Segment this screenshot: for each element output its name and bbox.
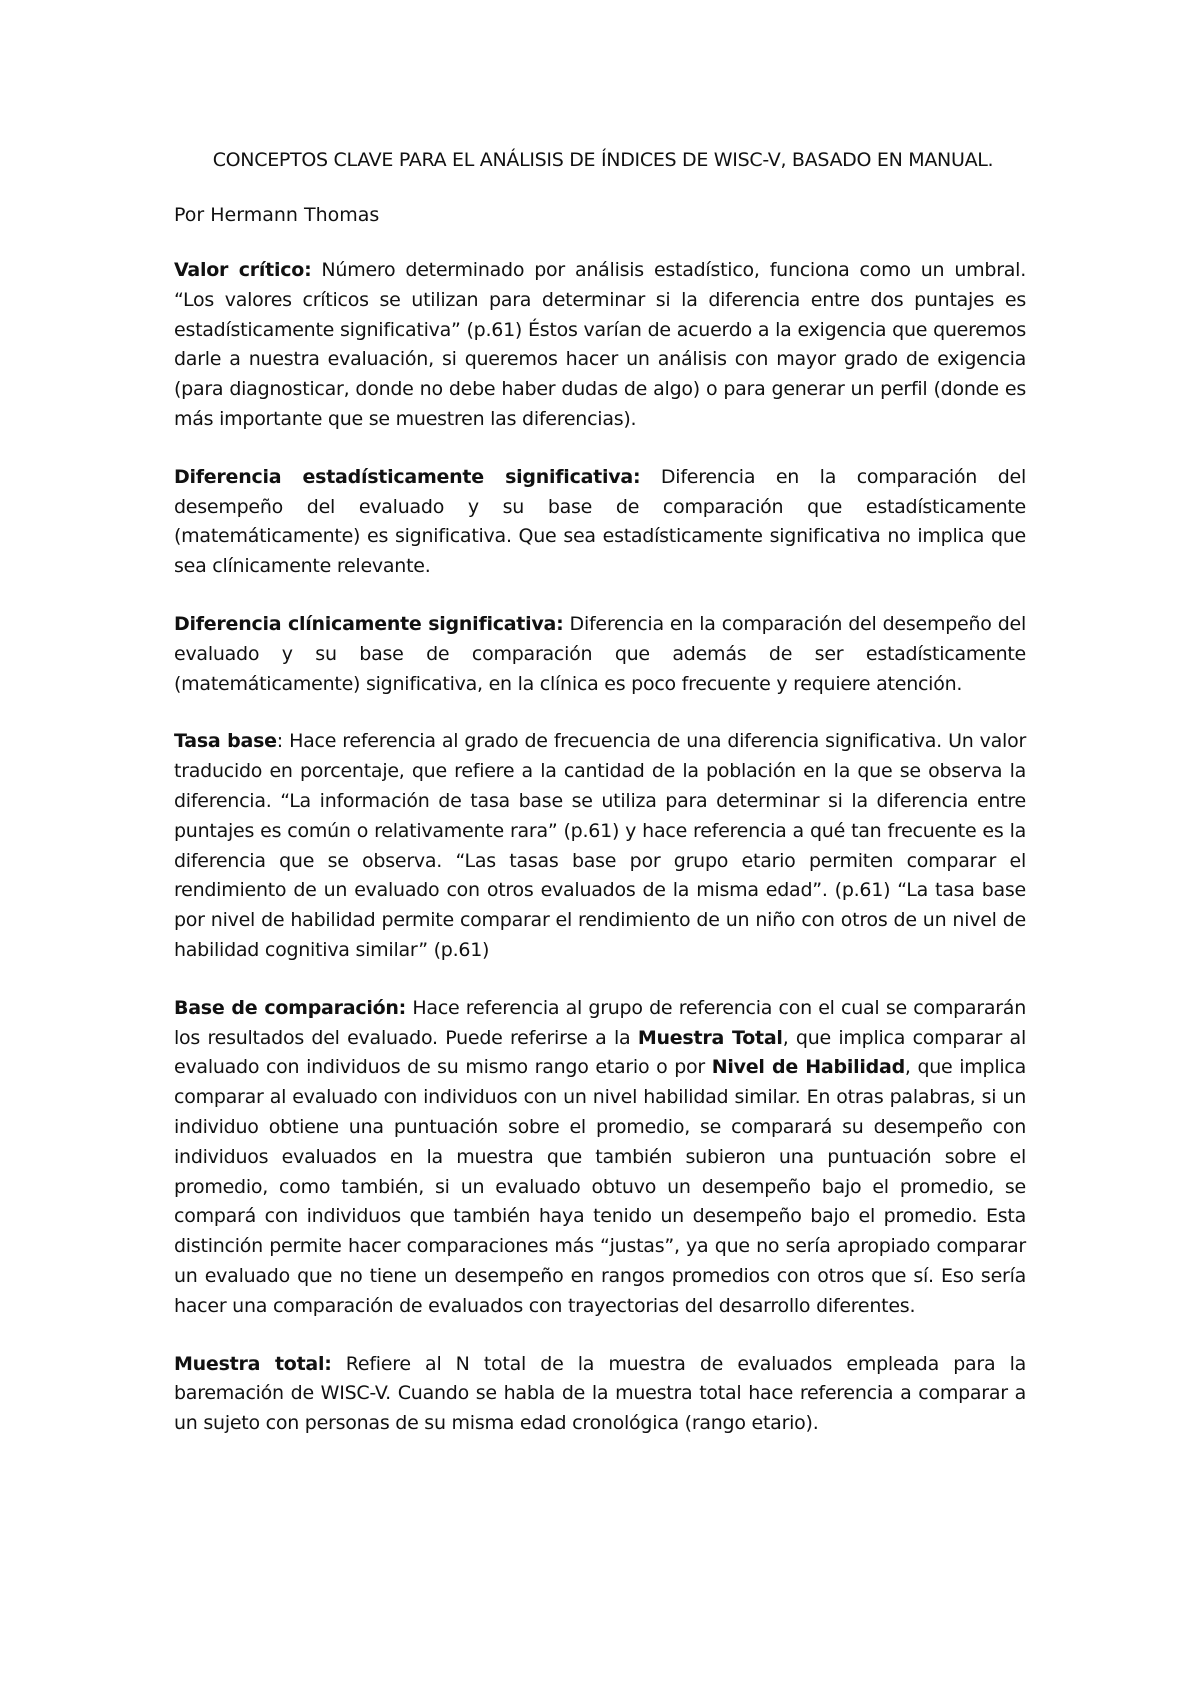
- entry-base-comparacion: [174, 994, 1026, 1322]
- entry-tasa-base: [174, 727, 1026, 965]
- entry-term: Tasa base: [174, 730, 277, 753]
- entry-diferencia-clinica: [174, 610, 1026, 699]
- entry-text: Número determinado por análisis estadístico, funciona como un umbral. “Los valores críticos se utilizan para determinar si la diferencia entre dos puntajes es estadísticamente significativa” (p.61) Éstos varían de acuerdo a la exigencia que queremos darle a nuestra evaluación, si queremos hacer un análisis con mayor grado de exigencia (para diagnosticar, donde no debe haber dudas de algo) o para generar un perfil (donde es más importante que se muestren las diferencias).: [174, 259, 1026, 430]
- entry-bold-muestra-total: Muestra Total: [637, 1026, 783, 1049]
- entry-term: Base de comparación:: [174, 996, 407, 1019]
- entry-term: Diferencia clínicamente significativa:: [174, 612, 564, 635]
- entry-text: Refiere al N total de la muestra de evaluados empleada para la baremación de WISC-V. Cuando se habla de la muestra total hace referencia a comparar a un sujeto con personas de su misma edad cronológica (rango etario).: [174, 1352, 1026, 1435]
- entry-diferencia-estadistica: [174, 463, 1026, 582]
- entry-valor-critico: [174, 256, 1026, 435]
- document-title: CONCEPTOS CLAVE PARA EL ANÁLISIS DE ÍNDICES DE WISC-V, BASADO EN MANUAL.: [212, 149, 994, 171]
- entry-text: : Hace referencia al grado de frecuencia de una diferencia significativa. Un valor traducido en porcentaje, que refiere a la cantidad de la población en la que se observa la diferencia. “La información de tasa base se utiliza para determinar si la diferencia entre puntajes es común o relativamente rara” (p.61) y hace referencia a qué tan frecuente es la diferencia que se observa. “Las tasas base por grupo etario permiten comparar el rendimiento de un evaluado con otros evaluados de la misma edad”. (p.61) “La tasa base por nivel de habilidad permite comparar el rendimiento de un niño con otros de un nivel de habilidad cognitiva similar” (p.61): [174, 730, 1027, 961]
- entry-muestra-total: [174, 1350, 1026, 1439]
- entry-text: , que implica comparar al evaluado con individuos con un nivel habilidad similar. En otras palabras, si un individuo obtiene una puntuación sobre el promedio, se comparará su desempeño con individuos evaluados en la muestra que también subieron una puntuación sobre el promedio, como también, si un evaluado obtuvo un desempeño bajo el promedio, se compará con individuos que también haya tenido un desempeño bajo el promedio. Esta distinción permite hacer comparaciones más “justas”, ya que no sería apropiado comparar un evaluado que no tiene un desempeño en rangos promedios con otros que sí. Eso sería hacer una comparación de evaluados con trayectorias del desarrollo diferentes.: [174, 1056, 1026, 1317]
- entry-text: Diferencia en la comparación del desempeño del evaluado y su base de comparación que estadísticamente (matemáticamente) es significativa. Que sea estadísticamente significativa no implica que sea clínicamente relevante.: [174, 465, 1026, 578]
- entry-text: Diferencia en la comparación del desempeño del evaluado y su base de comparación que además de ser estadísticamente (matemáticamente) significativa, en la clínica es poco frecuente y requiere atención.: [174, 612, 1026, 695]
- entry-term: Diferencia estadísticamente significativa:: [174, 465, 641, 488]
- entry-text: Hace referencia al grupo de referencia con el cual se compararán los resultados del evaluado. Puede referirse a la: [174, 996, 1026, 1049]
- document-author: Por Hermann Thomas: [174, 204, 380, 226]
- entry-term: Valor crítico:: [174, 259, 312, 281]
- entry-text: , que implica comparar al evaluado con individuos de su mismo rango etario o por: [174, 1026, 1026, 1079]
- entry-term: Muestra total:: [174, 1352, 332, 1375]
- entry-bold-nivel-habilidad: Nivel de Habilidad: [711, 1056, 905, 1079]
